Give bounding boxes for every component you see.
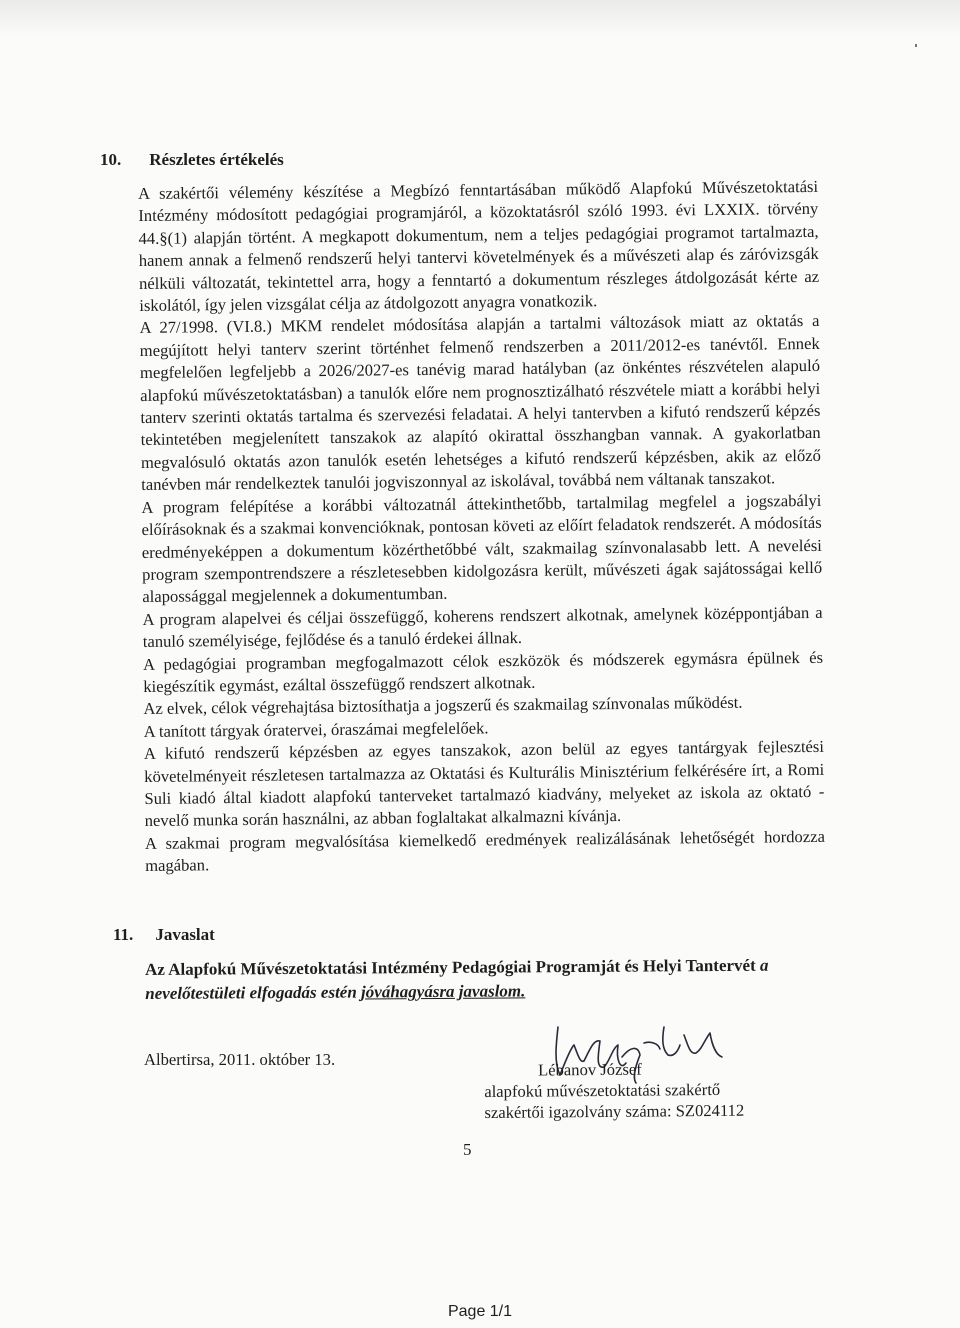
place-date: Albertirsa, 2011. október 13. (144, 1050, 336, 1069)
footer-page-indicator: Page 1/1 (447, 1303, 513, 1320)
paragraph: A szakértői vélemény készítése a Megbízó fenntartásában működő Alapfokú Művészetoktatási Intézmény módosított pedagógiai programjáról, a közoktatásról szóló 1993. évi LXXIX. törvény 44.§(1) alapján történt. A megkapott dokumentum, nem a teljes pedagógiai programot tartalmazta, hanem annak a felmenő rendszerű helyi tantervi követelmények és a művészeti alap és záróvizsgák nélküli változatát, tekintettel arra, hogy a fenntartó a dokumentum részleges átdolgozását kérte az iskolától, így jelen vizsgálat célja az átdolgozott anyagra vonatkozik. (138, 176, 820, 316)
section-10-heading (100, 150, 284, 170)
paragraph: A program alapelvei és céljai összefüggő, koherens rendszert alkotnak, amelynek középpontjában a tanuló személyisége, fejlődése és a tanuló érdekei állnak. (142, 602, 823, 652)
signer-name: Lébanov József (538, 1059, 642, 1080)
page-number: 5 (463, 1140, 472, 1159)
signature-block (484, 1057, 805, 1123)
recommendation (145, 953, 835, 1006)
paragraph: Az elvek, célok végrehajtása biztosíthatja a jogszerű és szakmailag színvonalas működést. (143, 693, 743, 719)
section-11-heading (113, 925, 215, 945)
paragraph: A program felépítése a korábbi változatnál áttekinthetőbb, tartalmilag megfelel a jogszabályi előírásoknak és a szakmai konvencióknak, pontosan követi az előírt feladatok rendszerét. A módosítás eredményeképpen a dokumentum közérthetőbbé vált, szakmailag színvonalasabb lett. A nevelési program szempontrendszere a részletesebben kidolgozásra került, művészeti ágak sajátosságai kellő alapossággal megjelennek a dokumentumban. (141, 490, 823, 607)
signer-id: szakértői igazolvány száma: SZ024112 (484, 1100, 745, 1122)
paragraph: A 27/1998. (VI.8.) MKM rendelet módosítása alapján a tartalmi változások miatt az oktatás a megújított helyi tanterv szerint történhet felmenő rendszerben a 2011/2012-es tanévtől. Ennek megfelelően legfeljebb a 2026/2027-es tanévig marad hatályban (az önkéntes részvételen alapuló alapfokú művészetoktatásban) a tanulók előre nem prognosztizálható részvétele miatt a korábbi helyi tanterv szerinti oktatás tartalma és szervezési feladatai. A helyi tantervben a kifutó rendszerű képzés tekintetében megjelenített tanszakok az alapító okirattal összhangban vannak. A gyakorlatban megvalósuló oktatás azon tanulók esetén lehetséges a kifutó rendszerű képzésben, akik az előző tanévben már rendelkeztek tanulói jogviszonnyal az iskolával, továbbá nem váltanak tanszakot. (139, 311, 821, 495)
scan-shadow (0, 0, 960, 38)
recommendation-emphasis: a nevelőtestületi elfogadás estén (145, 955, 769, 1003)
recommendation-underlined: jóváhagyásra javaslom. (360, 981, 526, 1002)
recommendation-lead: Az Alapfokú Művészetoktatási Intézmény Pedagógiai Programját és Helyi Tantervét (145, 955, 756, 979)
section-10-body (138, 176, 825, 878)
section-11-title: Javaslat (155, 925, 215, 944)
section-10-title: Részletes értékelés (149, 150, 284, 169)
section-11-number: 11. (113, 925, 134, 944)
paragraph: A pedagógiai programban megfogalmazott célok eszközök és módszerek egymásra épülnek és kiegészítik egymást, ezáltal összefüggő rendszert alkotnak. (142, 647, 824, 696)
section-10-number: 10. (100, 150, 122, 169)
scan-speck (915, 44, 917, 47)
signer-role: alapfokú művészetoktatási szakértő (484, 1079, 721, 1101)
paragraph: A tanított tárgyak óratervei, óraszámai megfelelőek. (143, 718, 489, 741)
paragraph: A szakmai program megvalósítása kiemelkedő eredmények realizálásának lehetőségét hordozza magában. (144, 826, 825, 876)
paragraph: A kifutó rendszerű képzésben az egyes tanszakok, azon belül az egyes tantárgyak fejlesztési követelményeit részletesen tartalmazza az Oktatási és Kulturális Minisztérium felkérésére írt, a Romi Suli kiadó által kiadott alapfokú tanterveket tartalmazó kiadvány, melyeket az iskola az oktató - nevelő munka során használni, az abban foglaltakat alkalmazni kívánja. (143, 737, 825, 831)
